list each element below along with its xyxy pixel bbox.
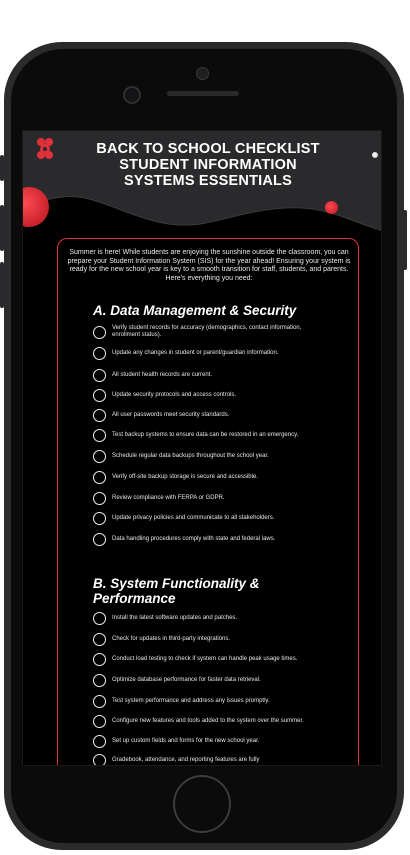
phone-volume-up-button — [0, 205, 4, 251]
checklist-item[interactable] — [93, 347, 308, 360]
checklist-item-label: Test system performance and address any issues promptly. — [112, 697, 270, 704]
checkbox-circle-icon[interactable] — [93, 754, 106, 766]
checkbox-circle-icon[interactable] — [93, 409, 106, 422]
checklist-item-label: Review compliance with FERPA or GDPR. — [112, 494, 225, 501]
section-title-system-functionality: B. System Functionality & Performance — [93, 576, 260, 606]
checklist-item[interactable] — [93, 512, 308, 525]
checklist-item-label: All student health records are current. — [112, 371, 213, 378]
checkbox-circle-icon[interactable] — [93, 450, 106, 463]
phone-side-button — [0, 155, 4, 181]
checklist-item-label: Conduct load testing to check if system can handle peak usage times. — [112, 655, 298, 662]
checklist-item-label: Update security protocols and access controls. — [112, 391, 237, 398]
checklist-item-label: Verify student records for accuracy (demographics, contact information, enrollment status). — [112, 325, 302, 339]
checklist-item[interactable] — [93, 450, 308, 463]
checklist-item-label: Set up custom fields and forms for the new school year. — [112, 737, 260, 744]
checklist-item[interactable] — [93, 492, 308, 505]
checkbox-circle-icon[interactable] — [93, 429, 106, 442]
title-line: BACK TO SCHOOL CHECKLIST — [96, 141, 320, 157]
checklist-item[interactable] — [93, 754, 308, 766]
checklist-item[interactable] — [93, 695, 308, 708]
checklist-item-label: Install the latest software updates and patches. — [112, 614, 238, 621]
checkbox-circle-icon[interactable] — [93, 715, 106, 728]
earpiece-speaker — [167, 91, 239, 96]
checkbox-circle-icon[interactable] — [93, 653, 106, 666]
checkbox-circle-icon[interactable] — [93, 389, 106, 402]
checkbox-circle-icon[interactable] — [93, 674, 106, 687]
checkbox-circle-icon[interactable] — [93, 492, 106, 505]
checkbox-circle-icon[interactable] — [93, 612, 106, 625]
checklist-item[interactable] — [93, 429, 308, 442]
checklist-item[interactable] — [93, 633, 308, 646]
title-line: SYSTEMS ESSENTIALS — [124, 173, 292, 189]
checklist-item[interactable] — [93, 715, 308, 728]
checklist-item[interactable] — [93, 674, 308, 687]
checklist-item-label: Optimize database performance for faster data retrieval. — [112, 676, 261, 683]
checklist-item[interactable] — [93, 533, 308, 546]
checkbox-circle-icon[interactable] — [93, 633, 106, 646]
front-camera — [196, 67, 209, 80]
checklist-item[interactable] — [93, 325, 308, 340]
checkbox-circle-icon[interactable] — [93, 326, 106, 339]
home-button[interactable] — [173, 775, 231, 833]
checklist-item-label: Schedule regular data backups throughout the school year. — [112, 452, 269, 459]
checklist-item[interactable] — [93, 409, 308, 422]
checklist-item-label: Configure new features and tools added to the system over the summer. — [112, 717, 304, 724]
checklist-item[interactable] — [93, 735, 308, 748]
page-title — [73, 141, 343, 189]
phone-volume-down-button — [0, 262, 4, 308]
checkbox-circle-icon[interactable] — [93, 533, 106, 546]
checklist-item[interactable] — [93, 653, 308, 666]
checkbox-circle-icon[interactable] — [93, 512, 106, 525]
checklist-item[interactable] — [93, 369, 308, 382]
checklist-item[interactable] — [93, 471, 308, 484]
checkbox-circle-icon[interactable] — [93, 695, 106, 708]
checklist-item-label: Check for updates in third-party integrations. — [112, 635, 231, 642]
checklist-item-label: Test backup systems to ensure data can be restored in an emergency. — [112, 431, 299, 438]
checklist-item-label: Verify off-site backup storage is secure and accessible. — [112, 473, 258, 480]
checkbox-circle-icon[interactable] — [93, 735, 106, 748]
decorative-red-dot — [325, 201, 338, 214]
checklist-item-label: Gradebook, attendance, and reporting features are fully — [112, 756, 260, 763]
proximity-sensor — [123, 86, 141, 104]
screen — [22, 130, 382, 766]
intro-text: Summer is here! While students are enjoying the sunshine outside the classroom, you can prepare your Student Information System (SIS) for the year ahead! Ensuring your system is ready for the new school year is key to a smooth transition for staff, students, and parents. Here's everything you need: — [67, 249, 351, 282]
title-line: STUDENT INFORMATION — [119, 157, 297, 173]
section-title-data-management: A. Data Management & Security — [93, 303, 297, 318]
checkbox-circle-icon[interactable] — [93, 369, 106, 382]
checklist-item-label: Update any changes in student or parent/guardian information. — [112, 349, 279, 356]
checklist-item[interactable] — [93, 612, 308, 625]
checklist-item-label: Data handling procedures comply with state and federal laws. — [112, 535, 276, 542]
checkbox-circle-icon[interactable] — [93, 471, 106, 484]
phone-power-button — [402, 210, 407, 270]
checklist-item-label: All user passwords meet security standards. — [112, 411, 230, 418]
decorative-white-dot — [372, 152, 378, 158]
company-logo-icon — [33, 136, 57, 160]
checklist-item-label: Update privacy policies and communicate to all stakeholders. — [112, 514, 275, 521]
checklist-item[interactable] — [93, 389, 308, 402]
checkbox-circle-icon[interactable] — [93, 347, 106, 360]
